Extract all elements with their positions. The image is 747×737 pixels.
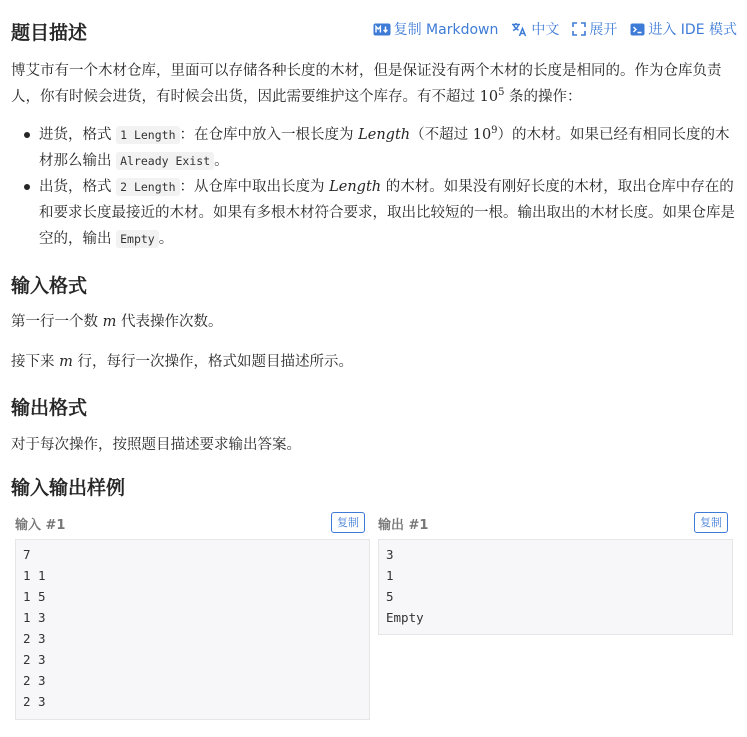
heading-output-format: 输出格式 xyxy=(11,397,88,419)
code-restock-format: 1 Length xyxy=(116,126,179,144)
translate-icon xyxy=(511,22,528,37)
sample-input-label: 输入 #1 xyxy=(15,518,66,533)
sample-output-label: 输出 #1 xyxy=(378,518,429,533)
math-m: m xyxy=(59,354,73,370)
output-format-line-1: 对于每次操作，按照题目描述要求输出答案。 xyxy=(11,437,301,453)
copy-output-button[interactable]: 复制 xyxy=(694,512,728,533)
sample-output-box: 3 1 5 Empty xyxy=(378,539,733,635)
code-already-exist: Already Exist xyxy=(116,152,214,170)
language-label: 中文 xyxy=(531,22,560,38)
language-button[interactable] xyxy=(511,19,559,39)
expand-icon xyxy=(572,22,586,36)
heading-input-format: 输入格式 xyxy=(11,275,88,297)
math-length: Length xyxy=(358,127,411,143)
toolbar xyxy=(373,19,737,39)
ide-mode-button[interactable] xyxy=(630,19,737,39)
expand-label: 展开 xyxy=(589,22,618,38)
terminal-icon xyxy=(630,23,645,36)
code-ship-format: 2 Length xyxy=(116,178,179,196)
heading-samples: 输入输出样例 xyxy=(11,477,126,499)
operation-list xyxy=(11,122,736,252)
math-10: 10 xyxy=(479,89,499,105)
copy-markdown-button[interactable] xyxy=(373,19,499,39)
code-empty: Empty xyxy=(116,230,159,248)
markdown-icon xyxy=(373,23,391,36)
input-format-line-1: 第一行一个数 m 代表操作次数。 xyxy=(11,314,223,330)
list-item-restock: 进货，格式 1 Length ：在仓库中放入一根长度为 Length（不超过 $10^9$）的木材。如果已经有相同长度的木材那么输出 Already Exist 。 xyxy=(11,122,736,174)
heading-description: 题目描述 xyxy=(11,22,88,44)
input-format-line-2: 接下来 m 行，每行一次操作，格式如题目描述所示。 xyxy=(11,354,353,370)
sample-input-box: 7 1 1 1 5 1 3 2 3 2 3 2 3 2 3 xyxy=(15,539,370,720)
math-length: Length xyxy=(329,179,382,195)
math-m: m xyxy=(102,314,117,330)
copy-input-button[interactable]: 复制 xyxy=(331,512,365,533)
list-item-ship: 出货，格式 2 Length ：从仓库中取出长度为 Length 的木材。如果没有刚好长度的木材，取出仓库中存在的和要求长度最接近的木材。如果有多根木材符合要求，取出比较短的一根。输出取出的木材长度。如果仓库是空的，输出 Empty 。 xyxy=(11,174,736,252)
expand-button[interactable] xyxy=(572,19,617,39)
ide-mode-label: 进入 IDE 模式 xyxy=(648,22,737,38)
copy-markdown-label: 复制 Markdown xyxy=(393,22,499,38)
description-paragraph: 博艾市有一个木材仓库，里面可以存储各种长度的木材，但是保证没有两个木材的长度是相同的。作为仓库负责人，你有时候会进货，有时候会出货，因此需要维护这个库存。有不超过 $10^5$ 条的操作： xyxy=(11,63,722,105)
math-exp-5: 5 xyxy=(498,87,505,99)
